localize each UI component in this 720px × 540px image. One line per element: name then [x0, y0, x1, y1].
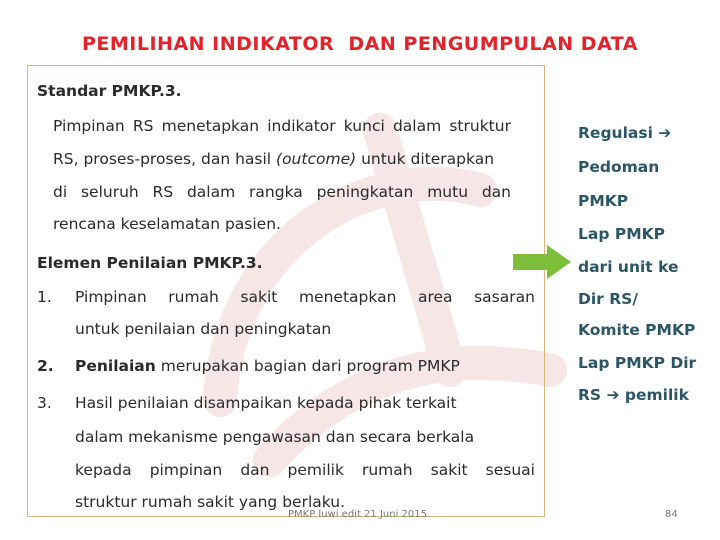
item-3-line-4: struktur rumah sakit yang berlaku. [75, 493, 345, 511]
text: pemilik [624, 386, 689, 404]
sidebar-line-7: Lap PMKP Dir [578, 354, 697, 372]
sidebar-line-1: Pedoman [578, 158, 660, 176]
sidebar-line-3: Lap PMKP [578, 225, 665, 243]
green-arrow-icon [513, 245, 573, 279]
text: Regulasi [578, 124, 653, 142]
word: Pimpinan [75, 288, 147, 306]
word: sakit [240, 288, 278, 306]
item-3-line-3 [75, 461, 535, 479]
item-3-line-2: dalam mekanisme pengawasan dan secara berkala [75, 428, 475, 446]
text: RS, proses-proses, dan hasil [53, 150, 277, 168]
standard-line-2 [53, 150, 494, 168]
word: sasaran [474, 288, 535, 306]
item-1-line-1 [75, 288, 535, 306]
elements-label: Elemen Penilaian PMKP.3. [37, 254, 263, 272]
right-arrow-icon: ➔ [606, 386, 620, 404]
word: peningkatan [316, 183, 414, 201]
word: dan [240, 461, 270, 479]
page-title: PEMILIHAN INDIKATOR DAN PENGUMPULAN DATA [81, 33, 639, 55]
page-number: 84 [665, 509, 678, 520]
word: RS [132, 117, 154, 135]
text: RS [578, 386, 602, 404]
word: pimpinan [149, 461, 223, 479]
item-2-number: 2. [37, 357, 54, 375]
word: kepada [75, 461, 132, 479]
sidebar-line-5: Dir RS/ [578, 290, 638, 308]
sidebar-last-line [578, 386, 708, 404]
word: mutu [427, 183, 469, 201]
item-1-line-2: untuk penilaian dan peningkatan [75, 320, 332, 338]
word: seluruh [80, 183, 139, 201]
footer-note: PMKP luwi edit 21 Juni 2015 [288, 509, 427, 520]
word: pemilik [287, 461, 344, 479]
word: sakit [430, 461, 468, 479]
item-3-number: 3. [37, 394, 52, 412]
text: untuk diterapkan [356, 150, 495, 168]
sidebar-line-6: Komite PMKP [578, 321, 696, 339]
sidebar-line-4: dari unit ke [578, 258, 679, 276]
word: RS [152, 183, 174, 201]
word: menetapkan [161, 117, 260, 135]
bold-word: Penilaian [75, 357, 156, 375]
item-3-line-1: Hasil penilaian disampaikan kepada pihak terkait [75, 394, 457, 412]
word: di [53, 183, 68, 201]
text: merupakan bagian dari program PMKP [155, 357, 460, 375]
sidebar-line-2: PMKP [578, 192, 629, 210]
word: struktur [449, 117, 511, 135]
word: rumah [361, 461, 413, 479]
word: menetapkan [298, 288, 397, 306]
standard-label: Standar PMKP.3. [37, 82, 182, 100]
word: dalam [186, 183, 236, 201]
sidebar-regulasi [578, 124, 708, 142]
word: area [417, 288, 453, 306]
standard-line-4: rencana keselamatan pasien. [53, 215, 281, 233]
item-1-number: 1. [37, 288, 52, 306]
standard-line-3 [53, 183, 511, 201]
word: indikator [267, 117, 336, 135]
italic-term: (outcome) [276, 150, 357, 168]
word: dalam [392, 117, 442, 135]
word: kunci [343, 117, 385, 135]
word: rumah [168, 288, 219, 306]
item-2-text [75, 357, 460, 375]
right-arrow-icon: ➔ [658, 124, 672, 142]
word: dan [481, 183, 511, 201]
standard-line-1 [53, 117, 511, 135]
word: Pimpinan [53, 117, 125, 135]
word: sesuai [485, 461, 535, 479]
word: rangka [249, 183, 303, 201]
